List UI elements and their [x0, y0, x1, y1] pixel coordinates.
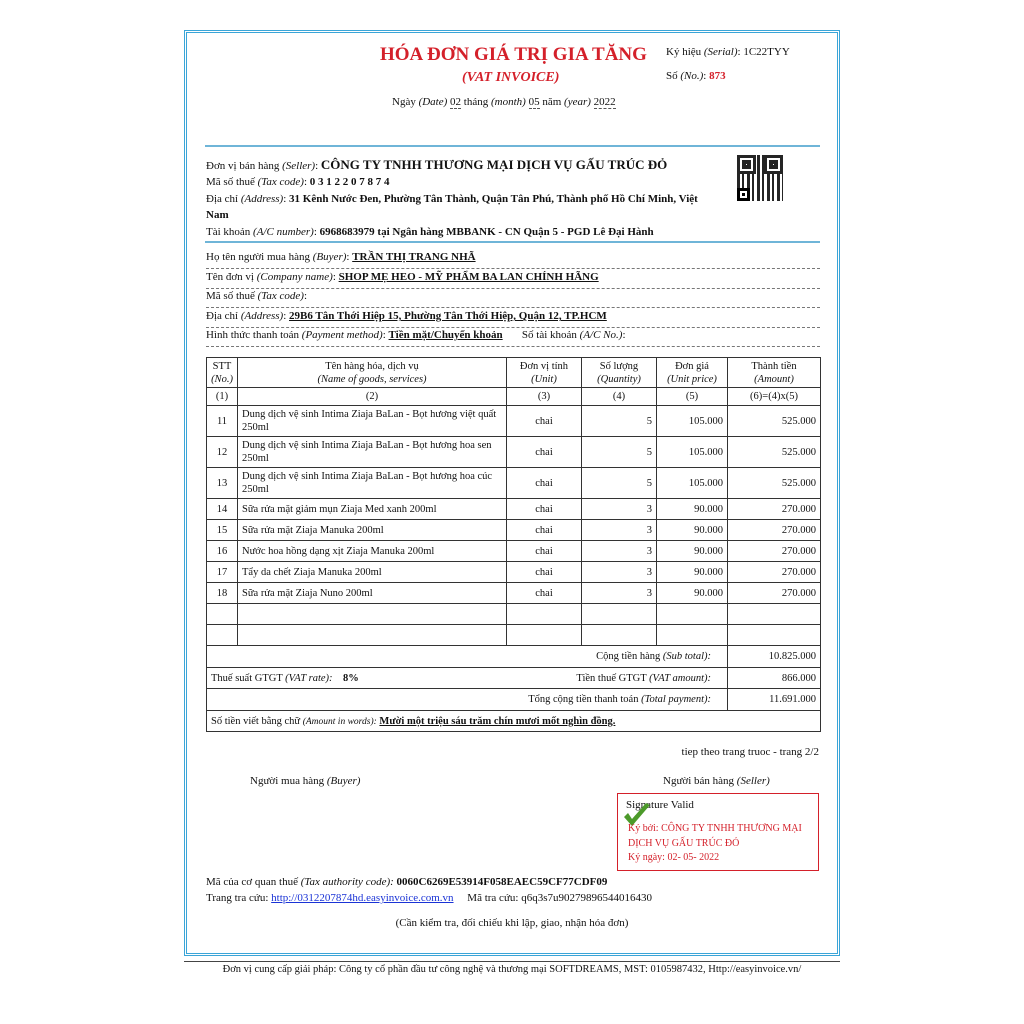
- total-value: 11.691.000: [728, 689, 821, 711]
- row-price: 105.000: [657, 406, 728, 437]
- no-value: 873: [709, 70, 726, 82]
- row-no: 18: [207, 583, 238, 604]
- row-name: Sữa rửa mặt Ziaja Nuno 200ml: [238, 583, 507, 604]
- words-row: [207, 711, 821, 732]
- check-note: (Cần kiểm tra, đối chiếu khi lập, giao, nhận hóa đơn): [395, 917, 629, 929]
- label: Mã số thuế: [206, 176, 255, 188]
- year: 2022: [593, 96, 616, 108]
- row-amount: 270.000: [728, 562, 821, 583]
- year-en: (year): [564, 96, 591, 108]
- vat-amount-en: (VAT amount):: [649, 672, 711, 684]
- row-name: Sữa rửa mặt giảm mụn Ziaja Med xanh 200ml: [238, 499, 507, 520]
- row-unit: chai: [507, 520, 582, 541]
- label-en: (Seller): [282, 160, 316, 172]
- serial-value: 1C22TYY: [743, 46, 790, 58]
- words-en: (Amount in words):: [302, 716, 377, 727]
- row-no: 17: [207, 562, 238, 583]
- row-no: 11: [207, 406, 238, 437]
- subtotal-en: (Sub total):: [662, 651, 711, 662]
- vat-amount-label: Tiền thuế GTGT: [576, 672, 647, 684]
- row-price: 90.000: [657, 520, 728, 541]
- row-no: 12: [207, 437, 238, 468]
- serial: Ký hiệu (Serial): 1C22TYY: [666, 46, 790, 58]
- table-row: [207, 562, 821, 583]
- seller-tax: Mã số thuế (Tax code): 0 3 1 2 2 0 7 8 7 4: [206, 176, 390, 188]
- table-row: [207, 520, 821, 541]
- index-cell: (5): [657, 388, 728, 406]
- table-row: [207, 499, 821, 520]
- label: Đơn vị bán hàng: [206, 160, 280, 172]
- buyer-address: Địa chỉ (Address): 29B6 Tân Thới Hiệp 15, Phường Tân Thới Hiệp, Quận 12, TP.HCM: [206, 310, 820, 328]
- row-unit: chai: [507, 583, 582, 604]
- seller-address: Địa chỉ (Address): 31 Kênh Nước Đen, Phường Tân Thành, Quận Tân Phú, Thành phố Hồ Chí Minh, Việt: [206, 193, 698, 205]
- label: Tên đơn vị: [206, 271, 254, 283]
- subtotal-row: [207, 646, 821, 668]
- date-label: Ngày: [392, 96, 416, 108]
- row-amount: 270.000: [728, 541, 821, 562]
- buyer-signature-label: Người mua hàng (Buyer): [250, 775, 361, 787]
- label: Tài khoản: [206, 226, 251, 238]
- lookup-link[interactable]: http://0312207874hd.easyinvoice.com.vn: [271, 892, 454, 904]
- index-cell: (2): [238, 388, 507, 406]
- row-qty: 5: [582, 406, 657, 437]
- row-amount: 270.000: [728, 499, 821, 520]
- words-value: Mười một triệu sáu trăm chín mươi mốt nghìn đồng.: [379, 715, 616, 727]
- index-row: [207, 388, 821, 406]
- lookup: Trang tra cứu: http://0312207874hd.easyinvoice.com.vn Mã tra cứu: q6q3s7u90279896544016430: [206, 892, 652, 904]
- value: TRẦN THỊ TRANG NHÃ: [352, 251, 476, 263]
- serial-en: (Serial): [703, 46, 738, 58]
- month: 05: [528, 96, 540, 108]
- seller-account: Tài khoản (A/C number): 6968683979 tại Ngân hàng MBBANK - CN Quận 5 - PGD Lê Đại Hành: [206, 226, 654, 238]
- row-qty: 5: [582, 437, 657, 468]
- table-row: [207, 406, 821, 437]
- row-no: 15: [207, 520, 238, 541]
- row-qty: 3: [582, 541, 657, 562]
- row-price: 105.000: [657, 468, 728, 499]
- seller-signature-label: Người bán hàng (Seller): [663, 775, 770, 787]
- row-unit: chai: [507, 468, 582, 499]
- signed-by-cont: DỊCH VỤ GẤU TRÚC ĐỎ: [628, 838, 740, 849]
- index-cell: (1): [207, 388, 238, 406]
- row-no: 13: [207, 468, 238, 499]
- lookup-code: q6q3s7u90279896544016430: [521, 892, 652, 904]
- words-label: Số tiền viết bằng chữ: [211, 715, 301, 727]
- label-en: (Address): [240, 310, 284, 322]
- col-amount: Thành tiền (Amount): [728, 358, 821, 388]
- value: CÔNG TY TNHH THƯƠNG MẠI DỊCH VỤ GẤU TRÚC ĐỎ: [320, 157, 668, 172]
- row-name: Dung dịch vệ sinh Intima Ziaja BaLan - Bọt hương hoa cúc 250ml: [238, 468, 507, 499]
- month-en: (month): [491, 96, 526, 108]
- buyer-name: Họ tên người mua hàng (Buyer): TRẦN THỊ TRANG NHÃ: [206, 251, 820, 269]
- date-en: (Date): [418, 96, 448, 108]
- buyer-payment: Hình thức thanh toán (Payment method): Tiền mặt/Chuyển khoản Số tài khoản (A/C No.):: [206, 329, 820, 347]
- row-name: Dung dịch vệ sinh Intima Ziaja BaLan - Bọt hương việt quất 250ml: [238, 406, 507, 437]
- invoice-title: HÓA ĐƠN GIÁ TRỊ GIA TĂNG: [380, 44, 647, 65]
- row-name: Dung dịch vệ sinh Intima Ziaja BaLan - Bọt hương hoa sen 250ml: [238, 437, 507, 468]
- table-row: [207, 541, 821, 562]
- total-en: (Total payment):: [641, 694, 711, 705]
- serial-label: Ký hiệu: [666, 46, 702, 58]
- signature-valid: Signature Valid: [626, 799, 694, 811]
- value: Tiền mặt/Chuyển khoản: [388, 329, 503, 341]
- value: 6968683979 tại Ngân hàng MBBANK - CN Quận 5 - PGD Lê Đại Hành: [319, 226, 654, 238]
- signed-date: Ký ngày: 02- 05- 2022: [628, 852, 720, 863]
- row-qty: 3: [582, 520, 657, 541]
- row-amount: 525.000: [728, 437, 821, 468]
- tax-authority-code: Mã của cơ quan thuế (Tax authority code): 0060C6269E53914F058EAEC59CF77CDF09: [206, 876, 608, 888]
- row-name: Sữa rửa mặt Ziaja Manuka 200ml: [238, 520, 507, 541]
- row-amount: 525.000: [728, 406, 821, 437]
- qr-corner: [737, 188, 750, 201]
- row-unit: chai: [507, 437, 582, 468]
- col-name: Tên hàng hóa, dịch vụ (Name of goods, services): [238, 358, 507, 388]
- row-no: 16: [207, 541, 238, 562]
- provider-note: Đơn vị cung cấp giải pháp: Công ty cổ phần đầu tư công nghệ và thương mại SOFTDREAMS, MST: 0105987432, Http://easyinvoice.vn/: [222, 964, 802, 975]
- label-en: (Payment method): [301, 329, 383, 341]
- row-qty: 3: [582, 583, 657, 604]
- label: Họ tên người mua hàng: [206, 251, 311, 263]
- row-no: 14: [207, 499, 238, 520]
- label-en: (A/C number): [253, 226, 314, 238]
- divider: [205, 241, 820, 243]
- row-amount: 525.000: [728, 468, 821, 499]
- row-amount: 270.000: [728, 583, 821, 604]
- label: Hình thức thanh toán: [206, 329, 300, 341]
- index-cell: (4): [582, 388, 657, 406]
- row-price: 90.000: [657, 499, 728, 520]
- invoice-number: Số (No.): 873: [666, 70, 726, 82]
- row-unit: chai: [507, 406, 582, 437]
- total-label: Tổng cộng tiền thanh toán: [528, 694, 639, 705]
- row-qty: 5: [582, 468, 657, 499]
- value: 29B6 Tân Thới Hiệp 15, Phường Tân Thới Hiệp, Quận 12, TP.HCM: [289, 310, 607, 322]
- row-unit: chai: [507, 562, 582, 583]
- label: Mã số thuế: [206, 290, 255, 302]
- row-price: 90.000: [657, 541, 728, 562]
- digital-signature-box: [617, 793, 819, 871]
- acno-label: Số tài khoản: [521, 329, 577, 341]
- table-row: [207, 583, 821, 604]
- row-unit: chai: [507, 499, 582, 520]
- day: 02: [450, 96, 462, 108]
- row-price: 90.000: [657, 583, 728, 604]
- invoice-date: [392, 96, 616, 108]
- signed-by: Ký bởi: CÔNG TY TNHH THƯƠNG MẠI: [628, 823, 802, 834]
- value: 31 Kênh Nước Đen, Phường Tân Thành, Quận Tân Phú, Thành phố Hồ Chí Minh, Việt: [289, 193, 698, 205]
- label-en: (Tax code): [257, 176, 304, 188]
- year-label: năm: [542, 96, 562, 108]
- value: Nam: [206, 209, 229, 221]
- row-price: 90.000: [657, 562, 728, 583]
- col-qty: Số lượng (Quantity): [582, 358, 657, 388]
- month-label: tháng: [463, 96, 489, 108]
- label-en: (Tax code): [257, 290, 304, 302]
- acno-en: (A/C No.): [579, 329, 623, 341]
- table-row: [207, 468, 821, 499]
- page-note: tiep theo trang truoc - trang 2/2: [681, 746, 819, 758]
- empty-row: [207, 604, 821, 625]
- vat-row: [207, 668, 821, 689]
- col-price: Đơn giá (Unit price): [657, 358, 728, 388]
- label-en: (Company name): [256, 271, 333, 283]
- divider: [205, 145, 820, 147]
- col-no: STT (No.): [207, 358, 238, 388]
- goods-table: [206, 357, 821, 732]
- seller-name: Đơn vị bán hàng (Seller): CÔNG TY TNHH THƯƠNG MẠI DỊCH VỤ GẤU TRÚC ĐỎ: [206, 157, 668, 172]
- index-cell: (6)=(4)x(5): [728, 388, 821, 406]
- no-label: Số: [666, 70, 678, 82]
- row-name: Tẩy da chết Ziaja Manuka 200ml: [238, 562, 507, 583]
- empty-row: [207, 625, 821, 646]
- seller-address-cont: [206, 209, 229, 221]
- vat-rate-en: (VAT rate):: [285, 672, 333, 684]
- row-price: 105.000: [657, 437, 728, 468]
- vat-amount: 866.000: [728, 668, 821, 689]
- row-qty: 3: [582, 562, 657, 583]
- label: Địa chỉ: [206, 193, 239, 205]
- row-amount: 270.000: [728, 520, 821, 541]
- label-en: (Address): [240, 193, 284, 205]
- row-qty: 3: [582, 499, 657, 520]
- buyer-tax: Mã số thuế (Tax code):: [206, 290, 820, 308]
- invoice-subtitle: (VAT INVOICE): [462, 70, 560, 85]
- value: 0 3 1 2 2 0 7 8 7 4: [309, 176, 390, 188]
- index-cell: (3): [507, 388, 582, 406]
- vat-rate: 8%: [343, 672, 359, 684]
- value: SHOP MẸ HEO - MỸ PHẨM BA LAN CHÍNH HÃNG: [338, 271, 599, 283]
- label-en: (Buyer): [312, 251, 347, 263]
- no-en: (No.): [680, 70, 704, 82]
- subtotal-value: 10.825.000: [728, 646, 821, 668]
- total-row: [207, 689, 821, 711]
- row-name: Nước hoa hồng dạng xịt Ziaja Manuka 200ml: [238, 541, 507, 562]
- row-unit: chai: [507, 541, 582, 562]
- table-header-row: [207, 358, 821, 388]
- buyer-company: Tên đơn vị (Company name): SHOP MẸ HEO - MỸ PHẨM BA LAN CHÍNH HÃNG: [206, 271, 820, 289]
- label: Địa chỉ: [206, 310, 239, 322]
- col-unit: Đơn vị tính (Unit): [507, 358, 582, 388]
- table-row: [207, 437, 821, 468]
- vat-rate-label: Thuế suất GTGT: [211, 672, 283, 684]
- subtotal-label: Cộng tiền hàng: [596, 651, 661, 662]
